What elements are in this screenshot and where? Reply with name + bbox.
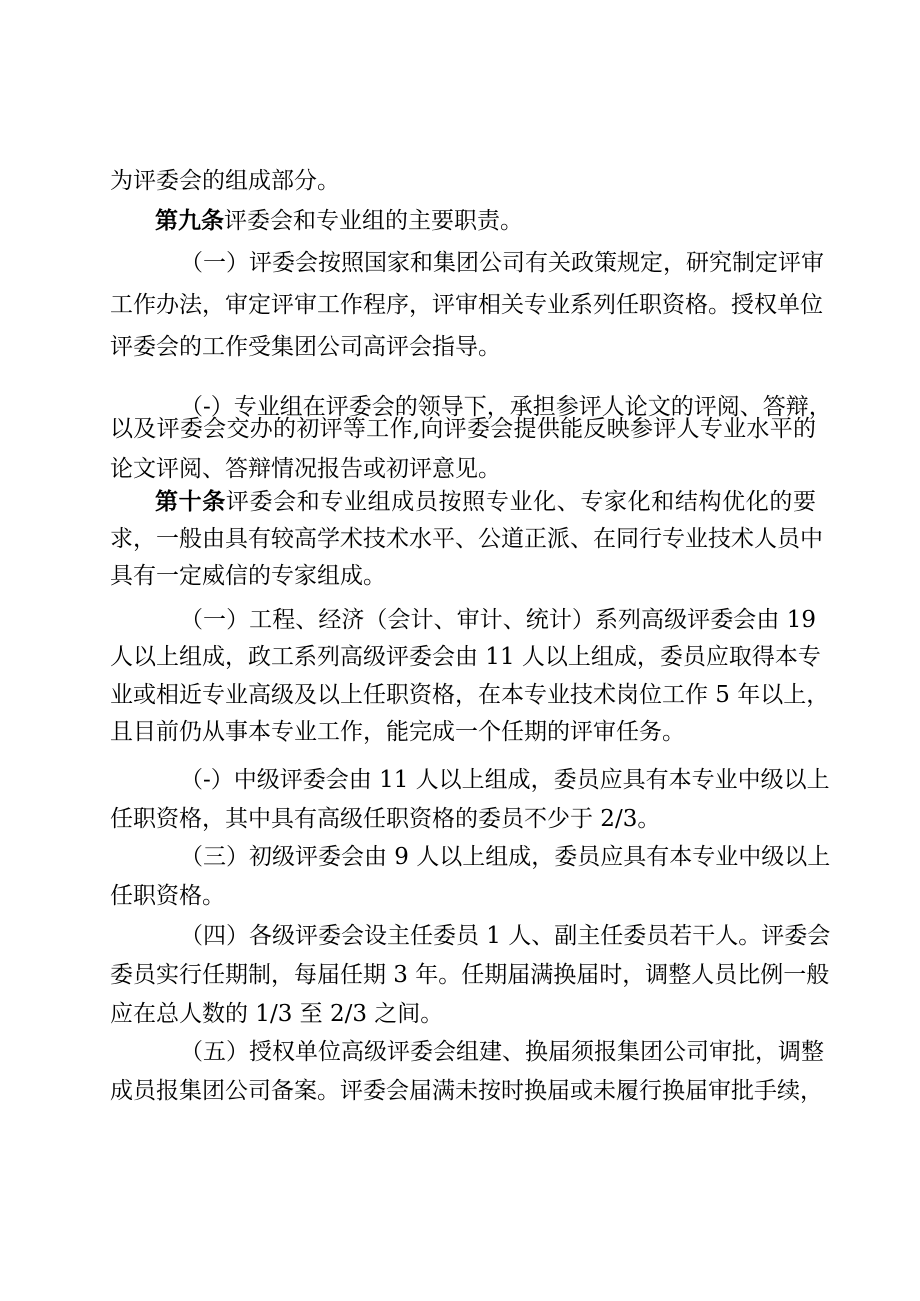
paragraph-line: 且目前仍从事本专业工作，能完成一个任期的评审任务。: [110, 719, 685, 745]
article-nine-label: 第九条: [155, 208, 224, 234]
line-text: 评委会和专业组的主要职责。: [224, 208, 523, 234]
paragraph-line: （一）工程、经济（会计、审计、统计）系列高级评委会由 19: [180, 607, 816, 633]
paragraph-line: （五）授权单位高级评委会组建、换届须报集团公司审批，调整: [180, 1039, 824, 1065]
paragraph-line: （三）初级评委会由 9 人以上组成，委员应具有本专业中级以上: [180, 844, 831, 870]
paragraph-line: 业或相近专业高级及以上任职资格，在本专业技术岗位工作 5 年以上，: [110, 682, 830, 708]
line-text: 为评委会的组成部分。: [110, 168, 340, 194]
paragraph-line: 具有一定威信的专家组成。: [110, 563, 386, 589]
paragraph-line: 求，一般由具有较高学术技术水平、公道正派、在同行专业技术人员中: [110, 526, 823, 552]
paragraph-line: 任职资格，其中具有高级任职资格的委员不少于 2/3。: [110, 806, 661, 832]
paragraph-line: 评委会的工作受集团公司高评会指导。: [110, 334, 501, 360]
paragraph-line: [110, 161, 340, 201]
paragraph-line: 应在总人数的 1/3 至 2/3 之间。: [110, 1001, 444, 1027]
article-nine-heading: [155, 201, 523, 241]
paragraph-line: 工作办法，审定评审工作程序，评审相关专业系列任职资格。授权单位: [110, 292, 823, 318]
paragraph-line: （一）评委会按照国家和集团公司有关政策规定，研究制定评审: [180, 250, 824, 276]
paragraph-line: （-）中级评委会由 11 人以上组成，委员应具有本专业中级以上: [180, 767, 830, 793]
paragraph-line: 委员实行任期制，每届任期 3 年。任期届满换届时，调整人员比例一般: [110, 962, 830, 988]
line-text: 评委会和专业组成员按照专业化、专家化和结构优化的要: [225, 489, 817, 515]
paragraph-line: 人以上组成，政工系列高级评委会由 11 人以上组成，委员应取得本专: [110, 644, 821, 670]
article-ten-label: 第十条: [155, 489, 226, 515]
paragraph-line: 成员报集团公司备案。评委会届满未按时换届或未履行换届审批手续，: [110, 1078, 823, 1104]
paragraph-line: （-）专业组在评委会的领导下，承担参评人论文的评阅、答辩，: [180, 394, 832, 420]
paragraph-line: （四）各级评委会设主任委员 1 人、副主任委员若干人。评委会: [180, 923, 831, 949]
paragraph-line: 论文评阅、答辩情况报告或初评意见。: [110, 456, 501, 482]
paragraph-line: 任职资格。: [110, 883, 225, 909]
paragraph-line: 以及评委会交办的初评等工作,向评委会提供能反映参评人专业水平的: [110, 416, 816, 442]
article-ten-heading: [155, 482, 816, 522]
